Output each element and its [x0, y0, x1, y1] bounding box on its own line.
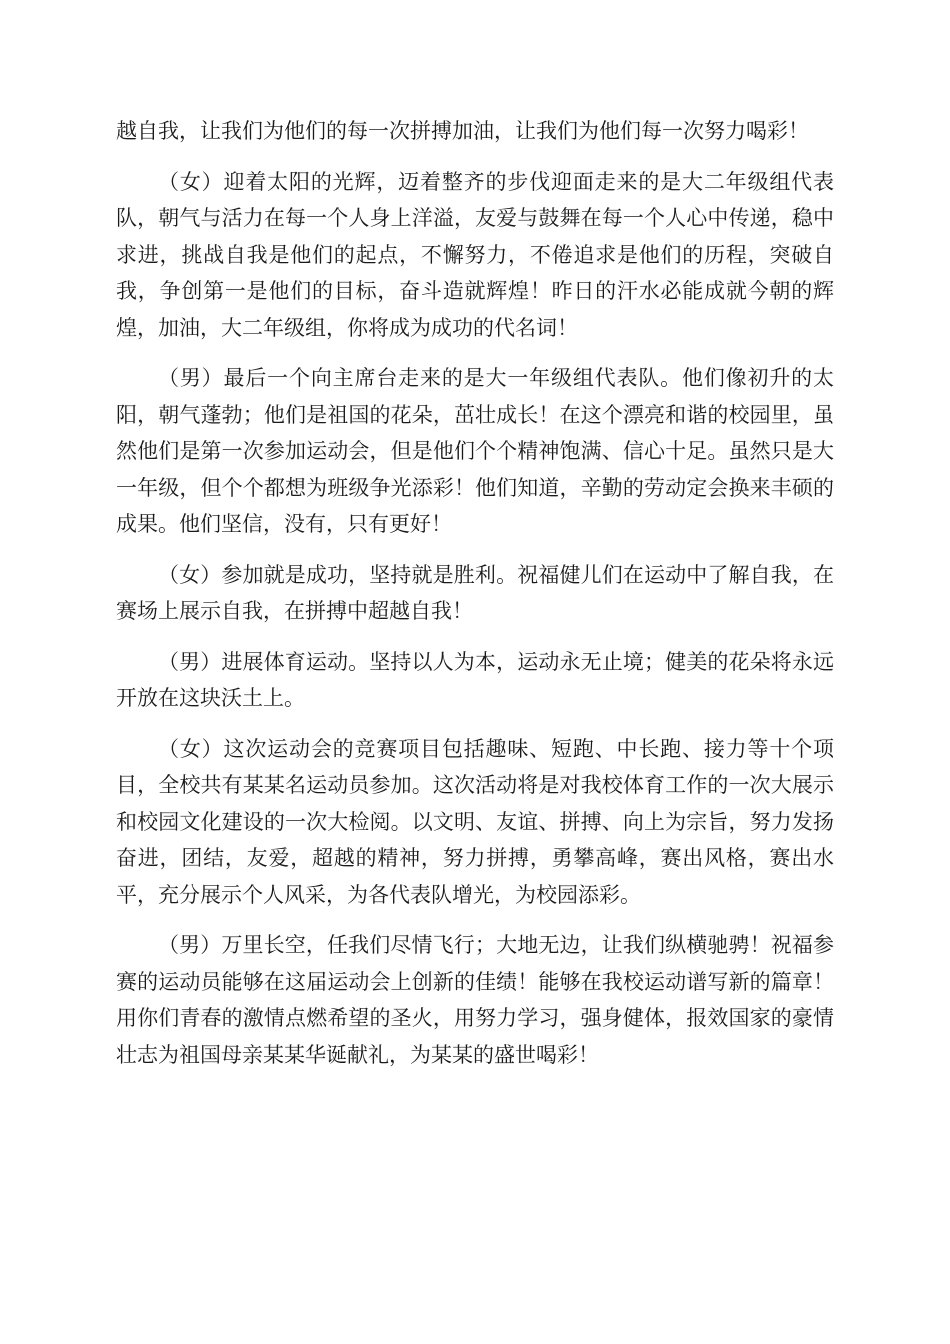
paragraph-male-sports: （男）进展体育运动。坚持以人为本，运动永无止境；健美的花朵将永远开放在这块沃土上。: [116, 649, 834, 710]
paragraph-continued: 越自我，让我们为他们的每一次拼搏加油，让我们为他们每一次努力喝彩！: [116, 119, 809, 143]
paragraph-male-closing: （男）万里长空，任我们尽情飞行；大地无边，让我们纵横驰骋！祝福参赛的运动员能够在这届运动会上创新的佳绩！能够在我校运动谱写新的篇章！用你们青春的激情点燃希望的圣火，用努力学习，强身健体，报效国家的豪情壮志为祖国母亲某某华诞献礼，为某某的盛世喝彩！: [116, 933, 834, 1067]
document-page: [116, 113, 834, 1087]
paragraph-female-events: （女）这次运动会的竞赛项目包括趣味、短跑、中长跑、接力等十个项目，全校共有某某名运动员参加。这次活动将是对我校体育工作的一次大展示和校园文化建设的一次大检阅。以文明、友谊、拼搏、向上为宗旨，努力发扬奋进，团结，友爱，超越的精神，努力拼搏，勇攀高峰，赛出风格，赛出水平，充分展示个人风采，为各代表队增光，为校园添彩。: [116, 736, 834, 907]
paragraph-female-sophomore: （女）迎着太阳的光辉，迈着整齐的步伐迎面走来的是大二年级组代表队，朝气与活力在每一个人身上洋溢，友爱与鼓舞在每一个人心中传递，稳中求进，挑战自我是他们的起点，不懈努力，不倦追求是他们的历程，突破自我，争创第一是他们的目标，奋斗造就辉煌！昨日的汗水必能成就今朝的辉煌，加油，大二年级组，你将成为成功的代名词！: [116, 169, 834, 340]
paragraph-male-freshman: （男）最后一个向主席台走来的是大一年级组代表队。他们像初升的太阳，朝气蓬勃；他们是祖国的花朵，茁壮成长！在这个漂亮和谐的校园里，虽然他们是第一次参加运动会，但是他们个个精神饱满、信心十足。虽然只是大一年级，但个个都想为班级争光添彩！他们知道，辛勤的劳动定会换来丰硕的成果。他们坚信，没有，只有更好！: [116, 366, 834, 536]
paragraph-female-blessing: （女）参加就是成功，坚持就是胜利。祝福健儿们在运动中了解自我，在赛场上展示自我，在拼搏中超越自我！: [116, 562, 834, 623]
